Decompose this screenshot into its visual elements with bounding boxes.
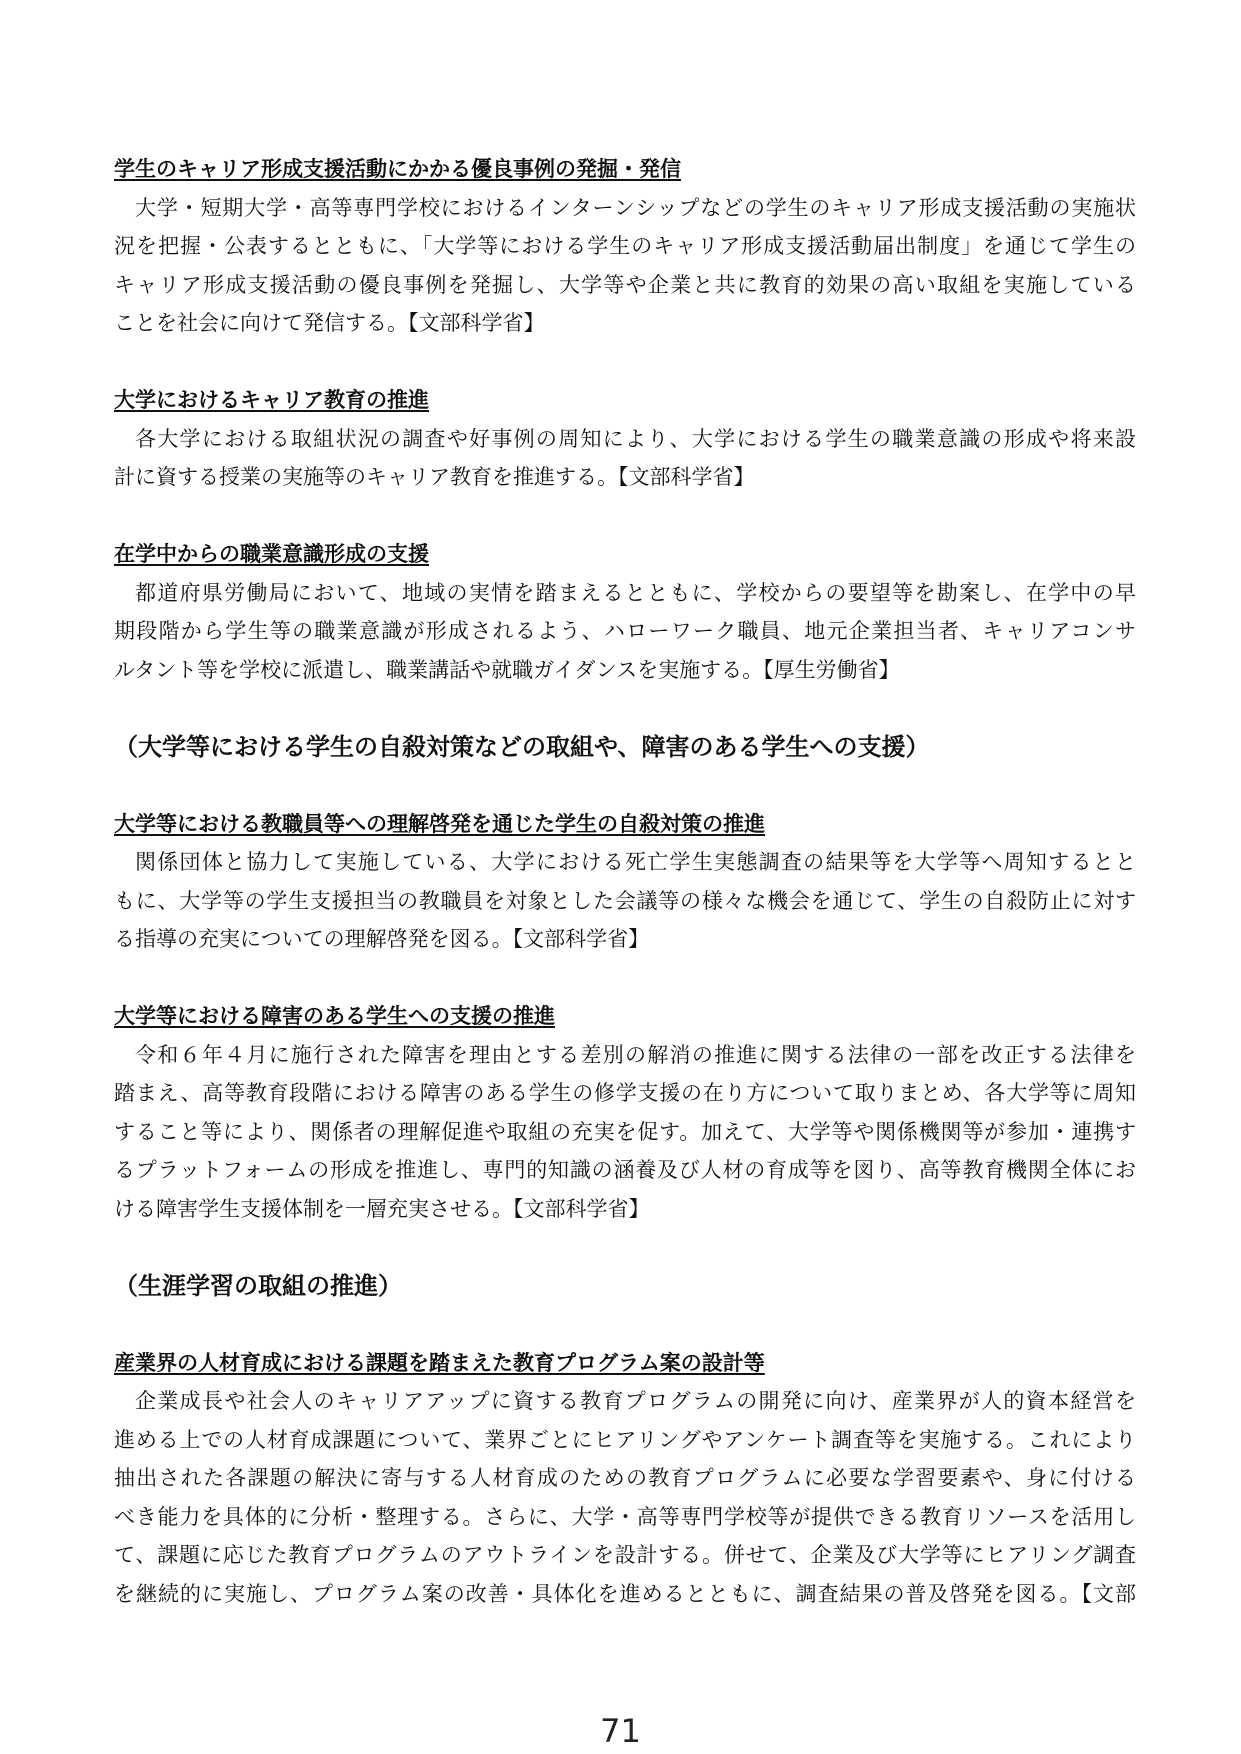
body-line: る指導の充実についての理解啓発を図る。【文部科学省】 <box>114 927 650 951</box>
body-line: ルタント等を学校に派遣し、職業講話や就職ガイダンスを実施する。【厚生労働省】 <box>114 657 900 682</box>
body-line: 計に資する授業の実施等のキャリア教育を推進する。【文部科学省】 <box>114 465 755 489</box>
section <box>114 997 1136 1228</box>
body-line: すること等により、関係者の理解促進や取組の充実を促す。加えて、大学等や関係機関等が参加・連携す <box>114 1119 1136 1144</box>
body-line: ける障害学生支援体制を一層充実させる。【文部科学省】 <box>114 1196 650 1221</box>
body-line: 令和６年４月に施行された障害を理由とする差別の解消の推進に関する法律の一部を改正する法律を <box>135 1042 1136 1067</box>
category-heading: （生涯学習の取組の推進） <box>114 1271 402 1300</box>
section <box>114 805 1136 959</box>
section <box>114 1344 1136 1614</box>
body-line: 踏まえ、高等教育段階における障害のある学生の修学支援の在り方について取りまとめ、各大学等に周知 <box>114 1081 1136 1105</box>
section <box>114 150 1136 343</box>
body-line: 進める上での人材育成課題について、業界ごとにヒアリングやアンケート調査等を実施する。これにより <box>114 1427 1136 1452</box>
page-number: 71 <box>600 1712 641 1750</box>
section-heading <box>114 150 1136 189</box>
section-heading-text: 産業界の人材育成における課題を踏まえた教育プログラム案の設計等 <box>114 1350 765 1375</box>
body-line: 関係団体と協力して実施している、大学における死亡学生実態調査の結果等を大学等へ周知するとと <box>135 850 1136 874</box>
body-line: ことを社会に向けて発信する。【文部科学省】 <box>114 311 545 335</box>
body-line: 況を把握・公表するとともに、「大学等における学生のキャリア形成支援活動届出制度」を通じて学生の <box>114 234 1136 258</box>
section-heading <box>114 997 1136 1036</box>
section-heading-text: 大学等における障害のある学生への支援の推進 <box>114 1004 555 1028</box>
body-line: キャリア形成支援活動の優良事例を発掘し、大学等や企業と共に教育的効果の高い取組を実施している <box>114 272 1136 297</box>
body-line: もに、大学等の学生支援担当の教職員を対象とした会議等の様々な機会を通じて、学生の自殺防止に対す <box>114 888 1136 913</box>
section <box>114 535 1136 689</box>
page-content <box>114 150 1136 1613</box>
category-block <box>114 1267 1136 1306</box>
category-heading: （大学等における学生の自殺対策などの取組や、障害のある学生への支援） <box>114 732 930 761</box>
category-block <box>114 728 1136 767</box>
body-line: 各大学における取組状況の調査や好事例の周知により、大学における学生の職業意識の形成や将来設 <box>135 426 1136 451</box>
body-line: 都道府県労働局において、地域の実情を踏まえるとともに、学校からの要望等を勘案し、在学中の早 <box>135 580 1136 605</box>
body-line: を継続的に実施し、プログラム案の改善・具体化を進めるとともに、調査結果の普及啓発を図る。【文部 <box>114 1581 1136 1606</box>
section-heading <box>114 1344 1136 1383</box>
body-line: べき能力を具体的に分析・整理する。さらに、大学・高等専門学校等が提供できる教育リソースを活用し <box>114 1504 1136 1529</box>
section-heading-text: 在学中からの職業意識形成の支援 <box>114 542 429 566</box>
body-line: て、課題に応じた教育プログラムのアウトラインを設計する。併せて、企業及び大学等にヒアリング調査 <box>114 1543 1136 1567</box>
body-line: 大学・短期大学・高等専門学校におけるインターンシップなどの学生のキャリア形成支援活動の実施状 <box>135 195 1136 220</box>
body-line: るプラットフォームの形成を推進し、専門的知識の涵養及び人材の育成等を図り、高等教育機関全体にお <box>114 1158 1136 1182</box>
body-line: 抽出された各課題の解決に寄与する人材育成のための教育プログラムに必要な学習要素や、身に付ける <box>114 1466 1136 1490</box>
section-heading-text: 大学等における教職員等への理解啓発を通じた学生の自殺対策の推進 <box>114 811 765 836</box>
section-heading <box>114 805 1136 844</box>
section-heading-text: 学生のキャリア形成支援活動にかかる優良事例の発掘・発信 <box>114 157 681 181</box>
section-heading <box>114 381 1136 420</box>
section-heading-text: 大学におけるキャリア教育の推進 <box>114 388 429 412</box>
body-line: 企業成長や社会人のキャリアアップに資する教育プログラムの開発に向け、産業界が人的資本経営を <box>135 1389 1136 1413</box>
section <box>114 381 1136 497</box>
body-line: 期段階から学生等の職業意識が形成されるよう、ハローワーク職員、地元企業担当者、キャリアコンサ <box>114 619 1136 643</box>
section-heading <box>114 535 1136 574</box>
